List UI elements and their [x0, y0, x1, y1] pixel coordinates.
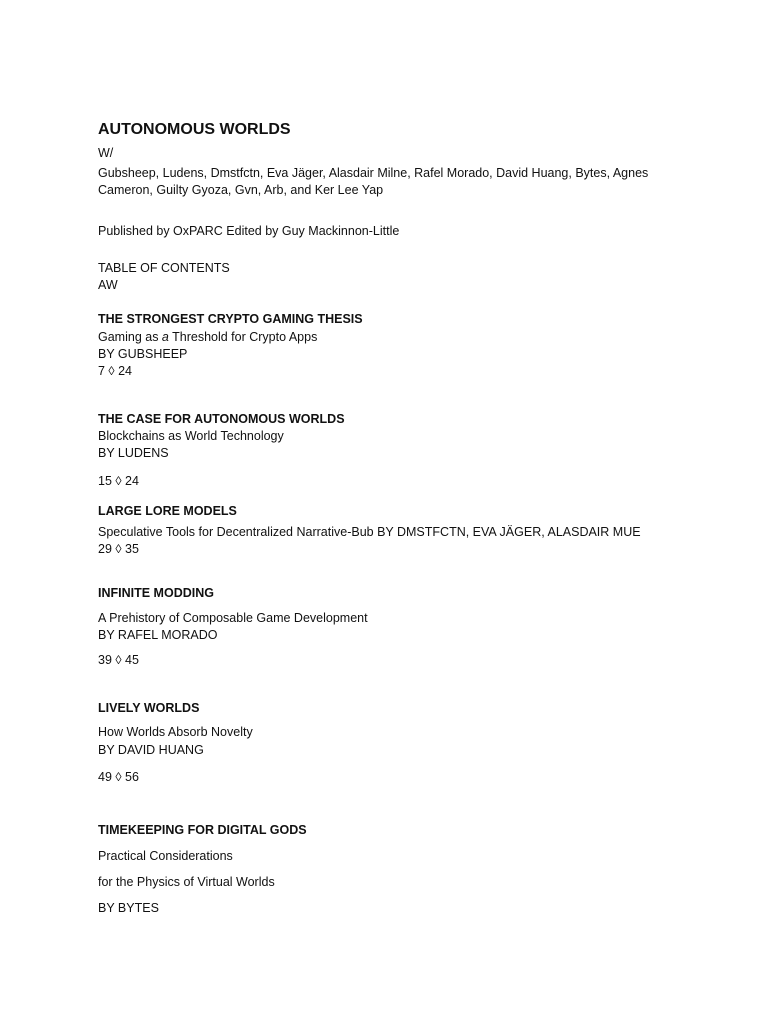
section-pages: 39 ◊ 45: [98, 653, 139, 667]
section-author: BY BYTES: [98, 901, 159, 915]
section-subtitle: A Prehistory of Composable Game Development: [98, 611, 368, 625]
section-title: LIVELY WORLDS: [98, 701, 200, 715]
section-subtitle: Practical Considerations: [98, 849, 233, 863]
section-author: BY LUDENS: [98, 446, 169, 460]
section-title: LARGE LORE MODELS: [98, 504, 237, 518]
book-title: AUTONOMOUS WORLDS: [98, 121, 291, 138]
toc-heading: TABLE OF CONTENTS: [98, 261, 230, 275]
publisher-line: Published by OxPARC Edited by Guy Mackinnon-Little: [98, 224, 400, 238]
section-subtitle: Blockchains as World Technology: [98, 429, 284, 443]
section-pages: 29 ◊ 35: [98, 542, 139, 556]
section-pages: 15 ◊ 24: [98, 474, 139, 488]
toc-subheading: AW: [98, 278, 118, 292]
section-subtitle: for the Physics of Virtual Worlds: [98, 875, 275, 889]
section-author: BY GUBSHEEP: [98, 347, 188, 361]
section-title: THE CASE FOR AUTONOMOUS WORLDS: [98, 412, 345, 426]
section-title: INFINITE MODDING: [98, 586, 214, 600]
section-subtitle: How Worlds Absorb Novelty: [98, 725, 253, 739]
section-subtitle: Gaming as a Threshold for Crypto Apps: [98, 330, 318, 344]
section-pages: 7 ◊ 24: [98, 364, 132, 378]
section-subtitle: Speculative Tools for Decentralized Narrative-Bub BY DMSTFCTN, EVA JÄGER, ALASDAIR MUE: [98, 525, 641, 539]
contributors-list: Gubsheep, Ludens, Dmstfctn, Eva Jäger, Alasdair Milne, Rafel Morado, David Huang, Bytes, Agnes Cameron, Guilty Gyoza, Gvn, Arb, and Ker Lee Yap: [98, 166, 649, 197]
section-author: BY DAVID HUANG: [98, 743, 204, 757]
section-author: BY RAFEL MORADO: [98, 628, 218, 642]
section-title: THE STRONGEST CRYPTO GAMING THESIS: [98, 312, 363, 326]
section-pages: 49 ◊ 56: [98, 770, 139, 784]
section-title: TIMEKEEPING FOR DIGITAL GODS: [98, 823, 307, 837]
with-label: W/: [98, 146, 114, 160]
